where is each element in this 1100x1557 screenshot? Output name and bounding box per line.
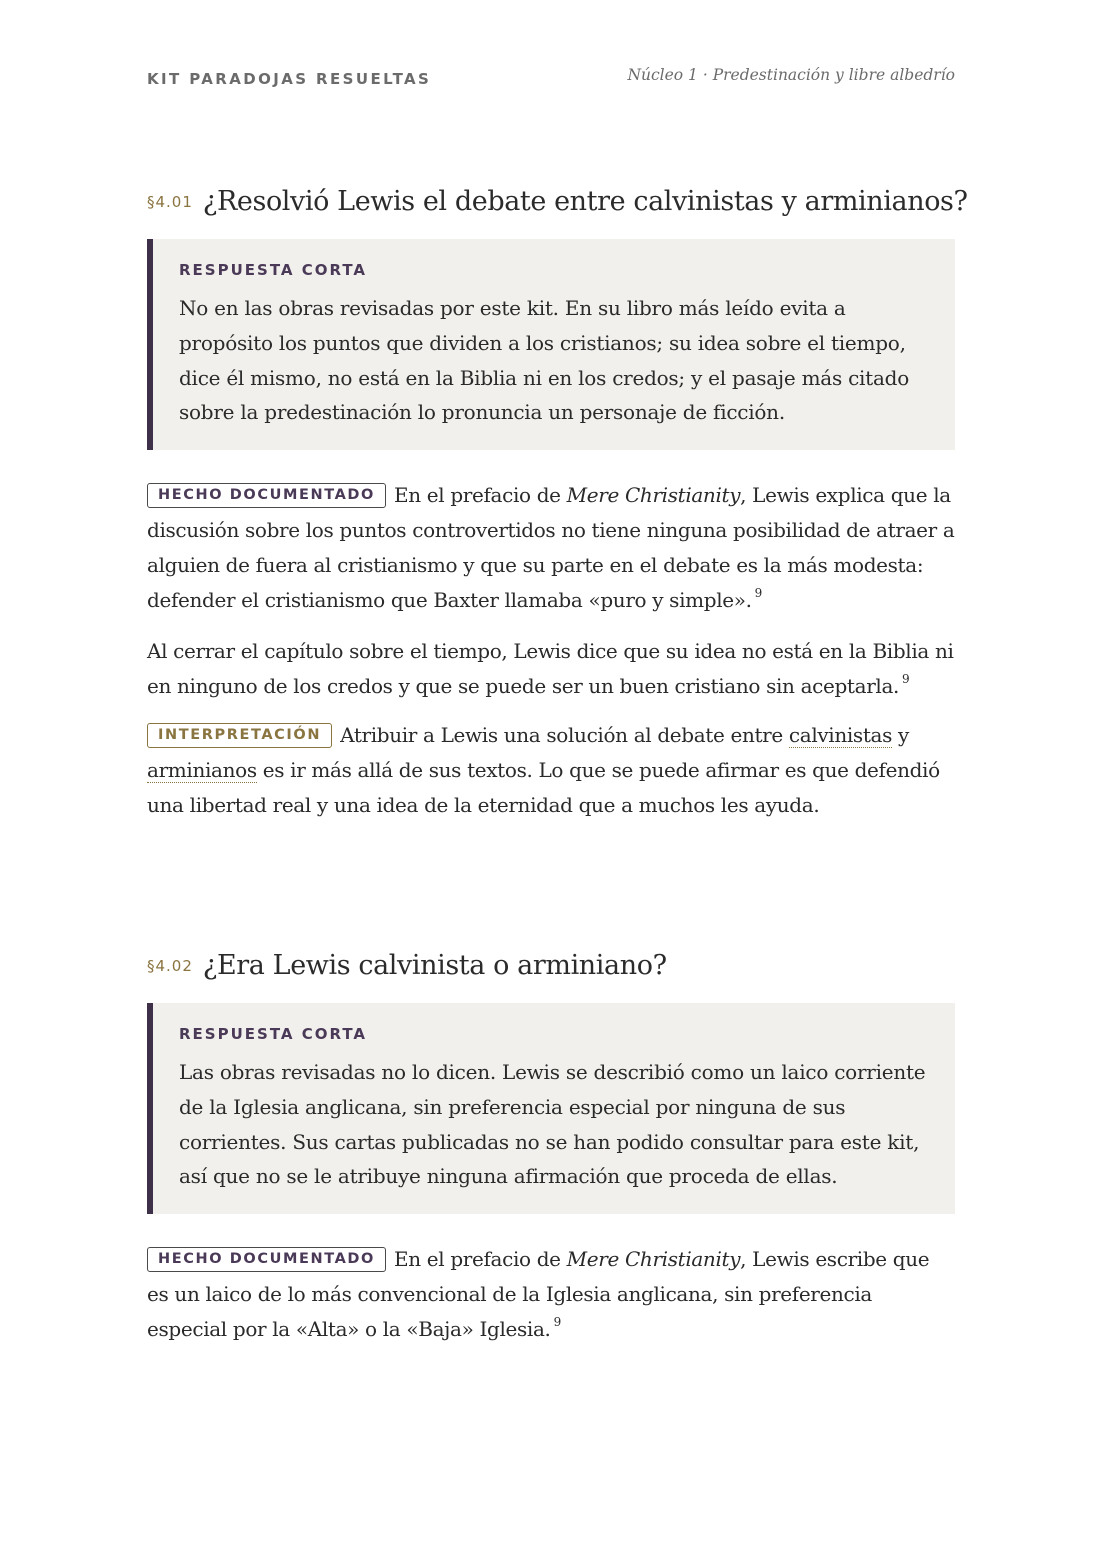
- section-4-02: [147, 950, 955, 1347]
- paragraph-text: Atribuir a Lewis una solución al debate entre: [340, 722, 789, 747]
- documented-fact-tag: HECHO DOCUMENTADO: [147, 1247, 386, 1272]
- paragraph-text: , Lewis escribe que es un laico de lo más convencional de la Iglesia anglicana, sin preferencia especial por la «Alta» o la «Baja» Iglesia.: [147, 1247, 930, 1341]
- footnote-ref[interactable]: 9: [553, 1314, 561, 1329]
- page-header: [147, 66, 955, 92]
- paragraph-text: es ir más allá de sus textos. Lo que se puede afirmar es que defendió una libertad real y una idea de la eternidad que a muchos les ayuda.: [147, 757, 940, 817]
- section-number: §4.01: [147, 192, 193, 211]
- paragraph-text: , Lewis explica que la discusión sobre los puntos controvertidos no tiene ninguna posibilidad de atraer a alguien de fuera al cristianismo y que su parte en el debate es la más modesta: defender el cristianismo que Baxter llamaba «puro y simple».: [147, 483, 955, 612]
- paragraph-text: En el prefacio de: [394, 483, 567, 508]
- section-4-01: [147, 186, 968, 822]
- paragraph-text: En el prefacio de: [394, 1247, 567, 1272]
- paragraph-text: Al cerrar el capítulo sobre el tiempo, Lewis dice que su idea no está en la Biblia ni en ninguno de los credos y que se puede ser un buen cristiano sin aceptarla.: [147, 639, 954, 699]
- section-question: ¿Resolvió Lewis el debate entre calvinistas y arminianos?: [202, 186, 968, 217]
- documented-fact-tag: HECHO DOCUMENTADO: [147, 483, 386, 508]
- interpretation-paragraph: [147, 718, 955, 822]
- running-title: KIT PARADOJAS RESUELTAS: [147, 70, 432, 88]
- short-answer-box: [147, 239, 955, 450]
- section-heading: [147, 950, 955, 990]
- paragraph-text: y: [892, 722, 909, 747]
- short-answer-text: No en las obras revisadas por este kit. En su libro más leído evita a propósito los puntos que dividen a los cristianos; su idea sobre el tiempo, dice él mismo, no está en la Biblia ni en los credos; y el pasaje más citado sobre la predestinación lo pronuncia un personaje de ficción.: [179, 296, 909, 425]
- chapter-indicator: Núcleo 1 · Predestinación y libre albedrío: [627, 66, 955, 84]
- short-answer-label: RESPUESTA CORTA: [179, 261, 368, 279]
- short-answer-text: Las obras revisadas no lo dicen. Lewis se describió como un laico corriente de la Iglesia anglicana, sin preferencia especial por ninguna de sus corrientes. Sus cartas publicadas no se han podido consultar para este kit, así que no se le atribuye ninguna afirmación que proceda de ellas.: [179, 1060, 926, 1189]
- footnote-ref[interactable]: 9: [754, 585, 762, 600]
- glossary-term-calvinistas[interactable]: calvinistas: [788, 722, 893, 747]
- glossary-term-arminianos[interactable]: arminianos: [147, 757, 257, 782]
- short-answer-label: RESPUESTA CORTA: [179, 1025, 368, 1043]
- section-heading: [147, 186, 968, 226]
- book-title: Mere Christianity: [566, 483, 741, 508]
- documented-fact-paragraph: [147, 1242, 955, 1346]
- interpretation-tag: INTERPRETACIÓN: [147, 723, 332, 748]
- footnote-ref[interactable]: 9: [902, 672, 910, 687]
- section-number: §4.02: [147, 956, 193, 975]
- documented-fact-paragraph: [147, 478, 955, 617]
- section-question: ¿Era Lewis calvinista o arminiano?: [202, 950, 667, 981]
- body-paragraph: [147, 634, 955, 704]
- short-answer-box: [147, 1003, 955, 1214]
- book-title: Mere Christianity: [566, 1247, 741, 1272]
